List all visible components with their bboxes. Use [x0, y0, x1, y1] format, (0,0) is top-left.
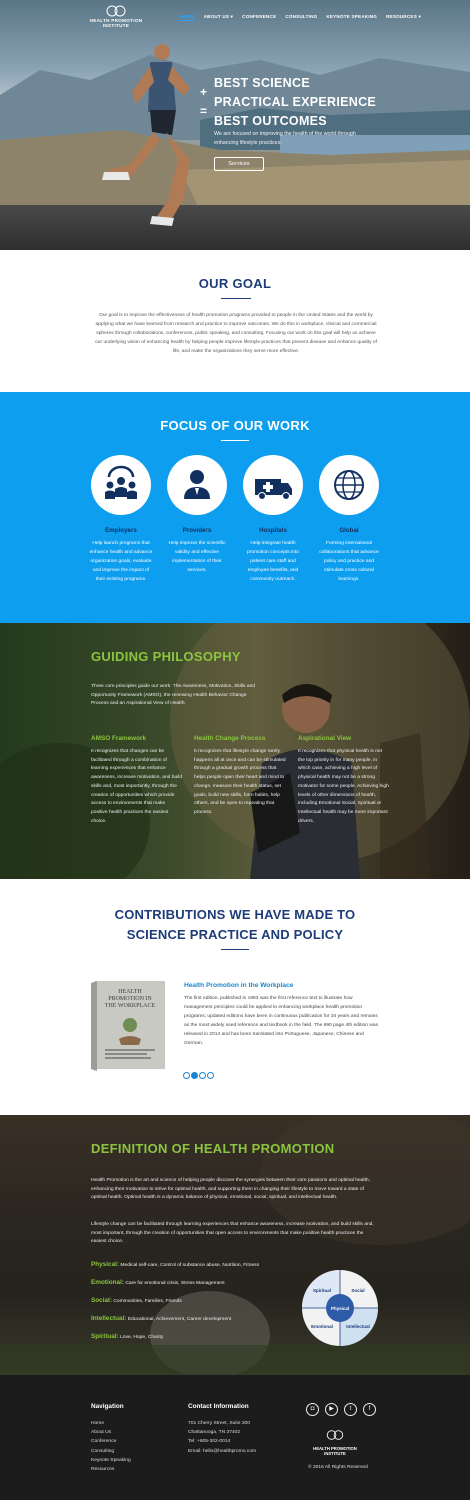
definition-paragraph-1: Health Promotion is the art and science of helping people discover the synergies between their core passions and optimal health, enhancing their motivation to strive for optimal health, and supporting them in changing their lifestyle to move toward a state of optimal health. Optimal health is a dynamic balance of physical, emotional, social, spiritual, and intellectual health. — [91, 1178, 370, 1201]
focus-name: Hospitals — [259, 527, 287, 534]
book-cover-line2: PROMOTION IN — [108, 996, 152, 1002]
focus-name: Global — [339, 527, 359, 534]
hero-equals-symbol: = — [200, 104, 208, 118]
philosophy-col-change — [194, 735, 286, 818]
doctor-icon — [167, 455, 227, 515]
focus-name: Employers — [105, 527, 137, 534]
dimension-spiritual — [91, 1333, 163, 1340]
definition-title: DEFINITION OF HEALTH PROMOTION — [91, 1141, 335, 1156]
footer-link-home[interactable]: Home — [91, 1421, 105, 1426]
definition-section — [0, 1115, 470, 1375]
dimension-physical — [91, 1261, 259, 1268]
contact-email[interactable]: Email: hello@healthpromo.com — [188, 1448, 257, 1454]
footer-contact-title: Contact Information — [188, 1403, 249, 1410]
focus-desc: Help improve the scientific validity and effective implementation of their services. — [168, 541, 226, 573]
philosophy-col-text: It recognizes that physical health is not the top priority in for many people, in which case, achieving a high level of physical health may not be a strong motivator for some people. Achieving high levels of other dimensions of health, including Emotional Social, Spiritual or Intellectual health may be more important drivers. — [298, 749, 389, 824]
team-icon — [91, 455, 151, 515]
dimension-label: Spiritual: — [91, 1333, 119, 1340]
goal-divider — [221, 298, 251, 299]
contributions-section — [0, 879, 470, 1115]
site-footer — [0, 1375, 470, 1500]
logo-text-line1: HEALTH PROMOTION — [89, 18, 143, 23]
focus-divider — [221, 440, 249, 441]
hero-plus-symbol: + — [200, 85, 208, 99]
focus-item-providers — [165, 455, 229, 576]
dimension-intellectual — [91, 1315, 231, 1322]
site-logo[interactable] — [88, 4, 144, 34]
hero-banner — [0, 0, 470, 250]
hero-line-3: BEST OUTCOMES — [214, 114, 327, 128]
logo-mark-icon — [325, 1429, 345, 1441]
youtube-icon[interactable]: ▶ — [325, 1403, 338, 1416]
hero-line-1: BEST SCIENCE — [214, 76, 310, 90]
contributions-divider — [221, 949, 249, 950]
dimension-label: Intellectual: — [91, 1315, 127, 1322]
ambulance-icon — [243, 455, 303, 515]
footer-logo[interactable] — [313, 1428, 357, 1456]
copyright: © 2016 All Rights Reserved — [308, 1465, 368, 1470]
dimension-label: Emotional: — [91, 1279, 125, 1286]
focus-title: FOCUS OF OUR WORK — [160, 418, 310, 433]
carousel-dots — [183, 1072, 214, 1079]
contact-address: 701 Cherry Street, Suite 200 — [188, 1421, 250, 1426]
goal-title: OUR GOAL — [198, 276, 272, 291]
carousel-dot[interactable] — [183, 1072, 190, 1079]
logo-mark-icon — [105, 4, 127, 18]
contributions-title-line2: SCIENCE PRACTICE AND POLICY — [126, 927, 344, 942]
contributions-title — [0, 905, 470, 945]
footer-nav-title: Navigation — [91, 1403, 124, 1410]
dimension-social — [91, 1297, 182, 1304]
footer-link-consulting[interactable]: Consulting — [91, 1448, 115, 1454]
carousel-dot-active[interactable] — [191, 1072, 198, 1079]
dimension-text: Communities, Families, Friends — [113, 1299, 182, 1304]
goal-text: Our goal is to improve the effectiveness of health promotion programs provided to people in the United States and the world by applying what we have learned from research and practice to improve outcomes. We do this in workplace, clinical and commercial spheres through collaborations, conferences, public speaking, and consulting. Focusing our work on this goal will help us achieve our underlying vision of enhancing health by helping people improve lifestyle practices that prevent disease and enhance quality of life, and make the organizations they serve more effective. — [95, 313, 377, 354]
global-circle — [319, 455, 379, 515]
hospitals-circle — [243, 455, 303, 515]
nav-resources[interactable]: RESOURCES ▾ — [386, 14, 421, 19]
footer-link-resources[interactable]: Resources — [91, 1467, 115, 1473]
philosophy-col-text: It recognizes that changes can be facilitated through a combination of learning experiences that enhance awareness, increase motivation, and build skills and, most importantly, through the creation of opportunities which provide access to environments that make positive health practices the easiest choice. — [91, 749, 183, 824]
dimension-text: Care for emotional crisis, Stress Management — [125, 1281, 225, 1286]
wheel-spiritual: Spiritual — [312, 1288, 332, 1293]
philosophy-section — [0, 623, 470, 879]
contributions-title-line1: CONTRIBUTIONS WE HAVE MADE TO — [114, 907, 356, 922]
focus-desc: Help launch programs that enhance health and advance organization goals, evaluate and improve the impact of their existing programs. — [89, 541, 153, 582]
footer-link-keynote-speaking[interactable]: Keynote Speaking — [91, 1457, 131, 1463]
health-dimensions-wheel — [300, 1268, 380, 1348]
nav-consulting[interactable]: CONSULTING — [285, 14, 318, 19]
philosophy-intro: Three core principles guide our work: The Awareness, Motivation, Skills and Opportunity Framework (AMSO), the renewing Health Behavior Change Process and an Aspirational View of Health. — [91, 684, 256, 707]
footer-logo-line2: INSTITUTE — [324, 1451, 346, 1456]
book-cover-line3: THE WORKPLACE — [104, 1003, 156, 1009]
philosophy-col-title: Aspirational View — [298, 735, 352, 742]
nav-keynote-speaking[interactable]: KEYNOTE SPEAKING — [326, 14, 378, 19]
philosophy-title: GUIDING PHILOSOPHY — [91, 649, 241, 664]
facebook-icon[interactable]: f — [363, 1403, 376, 1416]
our-goal-section — [0, 250, 470, 392]
instagram-icon[interactable]: ◘ — [306, 1403, 319, 1416]
wheel-intellectual: Intellectual — [346, 1324, 370, 1329]
dimension-text: Love, Hope, Charity — [120, 1335, 164, 1340]
dimension-text: Educational, Achievement, Career development — [127, 1317, 232, 1322]
footer-nav-list — [91, 1419, 131, 1474]
globe-icon — [319, 455, 379, 515]
wheel-social: Social — [351, 1288, 365, 1293]
contact-city: Chattanooga, TN 37402 — [188, 1430, 241, 1436]
focus-item-hospitals — [241, 455, 305, 585]
book-cover-image[interactable] — [91, 979, 169, 1071]
main-nav — [180, 14, 421, 21]
dimension-label: Physical: — [91, 1261, 120, 1268]
wheel-physical: Physical — [330, 1306, 350, 1311]
carousel-dot[interactable] — [199, 1072, 206, 1079]
book-description: The first edition, published in 1983 was the first reference text to illustrate how management principles could be applied to enhancing workplace health promotion programs; updated editions have been in continuous publication for 34 years and remains as the most widely used reference and textbook in the field. The 690 page 4th edition was released in 2014 and has been translated into Portuguese, Japanese, Chinese and German. — [184, 996, 379, 1046]
focus-desc: Forming international collaborations that advance policy and practice and stimulate cross cultural learnings. — [319, 541, 379, 582]
hero-line-2: PRACTICAL EXPERIENCE — [214, 95, 377, 109]
dimension-label: Social: — [91, 1297, 112, 1304]
nav-conference[interactable]: CONFERENCE — [242, 14, 277, 19]
logo-text-line2: INSTITUTE — [102, 23, 130, 28]
focus-item-global — [317, 455, 381, 585]
twitter-icon[interactable]: t — [344, 1403, 357, 1416]
focus-desc: Help integrate health promotion concepts into patient care staff and employee benefits, and community outreach. — [247, 541, 299, 582]
philosophy-col-text: It recognizes that lifestyle change rarely happens all at once and can be stimulated through a gradual growth process that helps people open their heart and mind to change, measure their health status, set goals, build new skills, form habits, help others, and be open to repeating that process. — [194, 749, 286, 815]
book-title[interactable]: Health Promotion in the Workplace — [184, 982, 294, 989]
philosophy-col-title: Health Change Process — [194, 735, 266, 742]
wheel-emotional: Emotional — [311, 1324, 333, 1329]
services-button[interactable]: Services — [214, 157, 264, 171]
focus-item-employers — [89, 455, 153, 585]
focus-name: Providers — [182, 527, 212, 534]
footer-link-about-us[interactable]: About Us — [91, 1430, 112, 1436]
dimension-text: Medical self-care, Control of substance abuse, Nutrition, Fitness — [120, 1263, 260, 1268]
philosophy-col-amso — [91, 735, 183, 826]
book-cover-line1: HEALTH — [118, 989, 142, 995]
carousel-dot[interactable] — [207, 1072, 214, 1079]
philosophy-col-title: AMSO Framework — [91, 735, 147, 742]
footer-link-conference[interactable]: Conference — [91, 1439, 117, 1445]
focus-section — [0, 392, 470, 623]
nav-about-us[interactable]: ABOUT US ▾ — [203, 14, 234, 19]
contact-phone: Tel: +605-302-0014 — [188, 1439, 231, 1445]
footer-logo-line1: HEALTH PROMOTION — [313, 1446, 357, 1451]
philosophy-col-aspirational — [298, 735, 390, 826]
footer-contact-list — [188, 1419, 256, 1456]
definition-paragraph-2: Lifestyle change can be facilitated through learning experiences that enhance awareness, increase motivation, and build skills and, most important, through the creation of opportunities that open access to environments that make positive health practices the easiest choice. — [91, 1222, 374, 1245]
dimension-emotional — [91, 1279, 225, 1286]
employers-circle — [91, 455, 151, 515]
nav-home[interactable]: HOME — [180, 14, 195, 19]
hero-subtitle: We are focused on improving the health of the world through enhancing lifestyle practices. — [214, 131, 356, 146]
providers-circle — [167, 455, 227, 515]
